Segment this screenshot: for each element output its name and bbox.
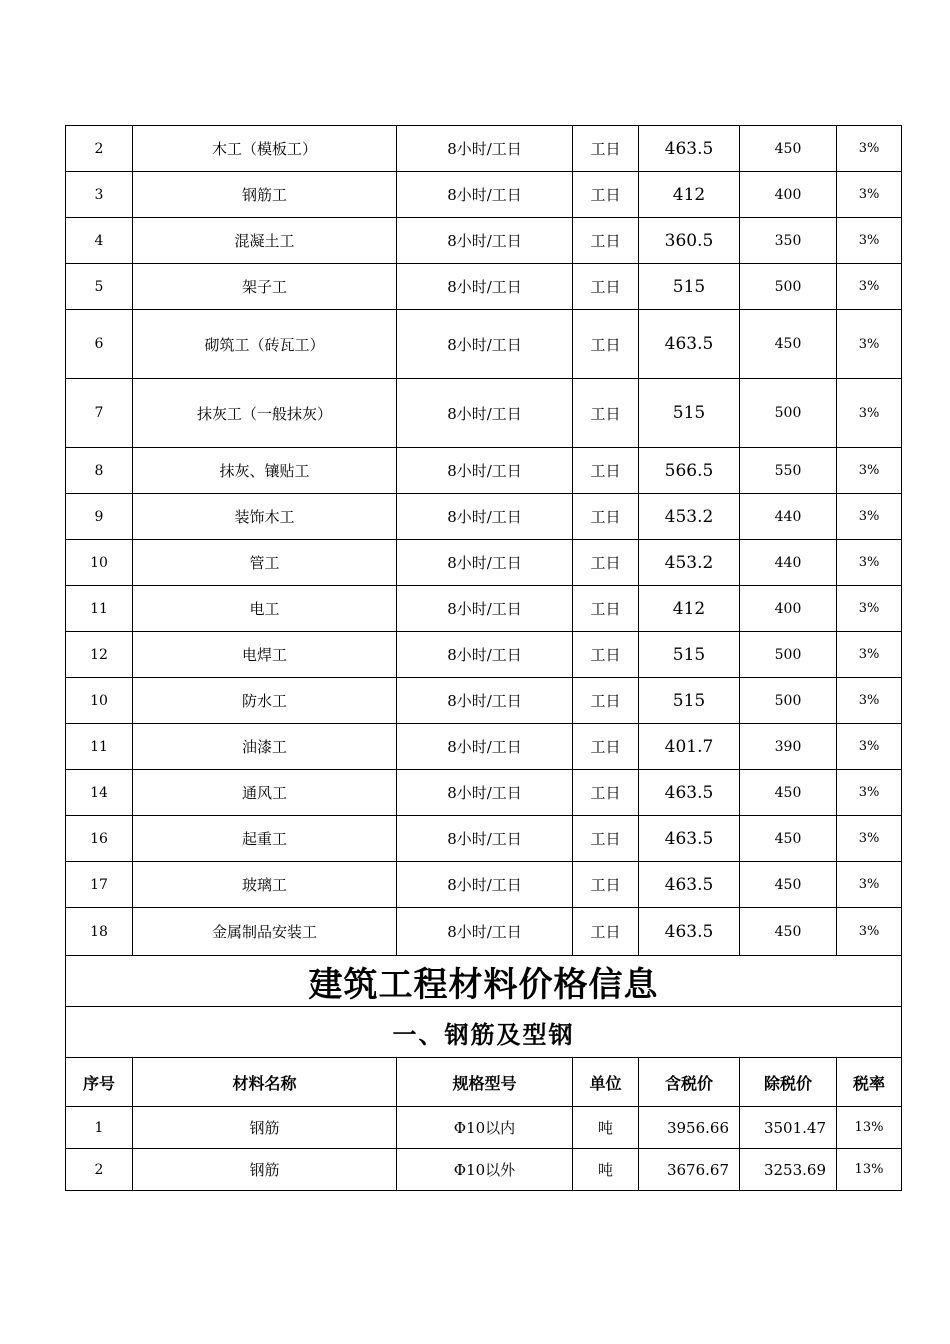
tax-rate: 3% (837, 540, 902, 586)
item-unit: 工日 (573, 494, 639, 540)
material-name: 钢筋 (133, 1107, 397, 1149)
table-row (66, 1107, 902, 1149)
price-incl-tax: 515 (639, 264, 740, 310)
price-excl-tax: 450 (740, 908, 837, 956)
header-tax: 税率 (837, 1058, 902, 1107)
item-spec: 8小时/工日 (397, 770, 573, 816)
header-no: 序号 (66, 1058, 133, 1107)
item-unit: 工日 (573, 172, 639, 218)
price-incl-tax: 453.2 (639, 540, 740, 586)
row-number: 12 (66, 632, 133, 678)
row-number: 14 (66, 770, 133, 816)
price-excl-tax: 500 (740, 264, 837, 310)
price-excl-tax: 450 (740, 770, 837, 816)
tax-rate: 13% (837, 1107, 902, 1149)
item-name: 抹灰、镶贴工 (133, 448, 397, 494)
tax-rate: 3% (837, 816, 902, 862)
table-row (66, 678, 902, 724)
item-unit: 工日 (573, 126, 639, 172)
item-spec: 8小时/工日 (397, 126, 573, 172)
material-unit: 吨 (573, 1149, 639, 1191)
item-unit: 工日 (573, 908, 639, 956)
item-name: 钢筋工 (133, 172, 397, 218)
table-row (66, 862, 902, 908)
material-section (66, 956, 902, 1107)
item-name: 金属制品安装工 (133, 908, 397, 956)
tax-rate: 3% (837, 908, 902, 956)
price-incl-tax: 463.5 (639, 310, 740, 379)
row-number: 8 (66, 448, 133, 494)
row-number: 10 (66, 540, 133, 586)
price-incl-tax: 463.5 (639, 908, 740, 956)
item-spec: 8小时/工日 (397, 379, 573, 448)
row-number: 7 (66, 379, 133, 448)
table-row (66, 310, 902, 379)
item-unit: 工日 (573, 540, 639, 586)
row-number: 2 (66, 1149, 133, 1191)
item-spec: 8小时/工日 (397, 494, 573, 540)
row-number: 3 (66, 172, 133, 218)
table-row (66, 632, 902, 678)
material-rows (66, 1107, 902, 1191)
price-excl-tax: 550 (740, 448, 837, 494)
price-excl-tax: 450 (740, 310, 837, 379)
tax-rate: 3% (837, 724, 902, 770)
price-incl-tax: 412 (639, 172, 740, 218)
header-excl: 除税价 (740, 1058, 837, 1107)
table-row (66, 540, 902, 586)
price-incl-tax: 453.2 (639, 494, 740, 540)
tax-rate: 3% (837, 678, 902, 724)
tax-rate: 3% (837, 770, 902, 816)
item-name: 通风工 (133, 770, 397, 816)
tax-rate: 3% (837, 862, 902, 908)
price-incl-tax: 463.5 (639, 770, 740, 816)
tax-rate: 3% (837, 448, 902, 494)
price-excl-tax: 400 (740, 172, 837, 218)
item-unit: 工日 (573, 218, 639, 264)
tax-rate: 3% (837, 379, 902, 448)
tax-rate: 3% (837, 264, 902, 310)
section-title: 建筑工程材料价格信息 (66, 956, 902, 1007)
tax-rate: 3% (837, 126, 902, 172)
item-spec: 8小时/工日 (397, 310, 573, 379)
tax-rate: 3% (837, 172, 902, 218)
item-unit: 工日 (573, 862, 639, 908)
material-spec: Φ10以外 (397, 1149, 573, 1191)
item-spec: 8小时/工日 (397, 172, 573, 218)
price-excl-tax: 440 (740, 540, 837, 586)
row-number: 10 (66, 678, 133, 724)
price-incl-tax: 401.7 (639, 724, 740, 770)
table-row (66, 586, 902, 632)
item-name: 木工（模板工） (133, 126, 397, 172)
row-number: 5 (66, 264, 133, 310)
item-unit: 工日 (573, 816, 639, 862)
price-excl-tax: 400 (740, 586, 837, 632)
item-spec: 8小时/工日 (397, 632, 573, 678)
table-row (66, 126, 902, 172)
item-unit: 工日 (573, 379, 639, 448)
price-excl-tax: 440 (740, 494, 837, 540)
table-row (66, 264, 902, 310)
material-unit: 吨 (573, 1107, 639, 1149)
item-name: 电工 (133, 586, 397, 632)
table-row (66, 379, 902, 448)
table-row (66, 816, 902, 862)
item-name: 玻璃工 (133, 862, 397, 908)
price-incl-tax: 3676.67 (639, 1149, 740, 1191)
price-excl-tax: 3501.47 (740, 1107, 837, 1149)
item-name: 防水工 (133, 678, 397, 724)
price-excl-tax: 500 (740, 678, 837, 724)
tax-rate: 3% (837, 586, 902, 632)
material-name: 钢筋 (133, 1149, 397, 1191)
price-excl-tax: 450 (740, 862, 837, 908)
item-unit: 工日 (573, 724, 639, 770)
row-number: 16 (66, 816, 133, 862)
item-spec: 8小时/工日 (397, 816, 573, 862)
item-spec: 8小时/工日 (397, 540, 573, 586)
row-number: 1 (66, 1107, 133, 1149)
price-incl-tax: 515 (639, 632, 740, 678)
header-unit: 单位 (573, 1058, 639, 1107)
tax-rate: 3% (837, 218, 902, 264)
item-name: 管工 (133, 540, 397, 586)
table-row (66, 1149, 902, 1191)
row-number: 2 (66, 126, 133, 172)
item-spec: 8小时/工日 (397, 724, 573, 770)
price-excl-tax: 390 (740, 724, 837, 770)
row-number: 11 (66, 586, 133, 632)
item-unit: 工日 (573, 678, 639, 724)
price-excl-tax: 350 (740, 218, 837, 264)
labor-rows (66, 126, 902, 956)
price-incl-tax: 463.5 (639, 126, 740, 172)
item-name: 混凝土工 (133, 218, 397, 264)
item-unit: 工日 (573, 586, 639, 632)
item-name: 抹灰工（一般抹灰） (133, 379, 397, 448)
tax-rate: 3% (837, 310, 902, 379)
price-excl-tax: 450 (740, 816, 837, 862)
material-spec: Φ10以内 (397, 1107, 573, 1149)
item-spec: 8小时/工日 (397, 264, 573, 310)
row-number: 11 (66, 724, 133, 770)
row-number: 4 (66, 218, 133, 264)
price-excl-tax: 500 (740, 379, 837, 448)
item-spec: 8小时/工日 (397, 678, 573, 724)
item-spec: 8小时/工日 (397, 586, 573, 632)
price-document (65, 125, 901, 1191)
price-excl-tax: 500 (740, 632, 837, 678)
item-name: 砌筑工（砖瓦工） (133, 310, 397, 379)
item-name: 电焊工 (133, 632, 397, 678)
tax-rate: 3% (837, 494, 902, 540)
table-row (66, 448, 902, 494)
table-row (66, 724, 902, 770)
price-table (65, 125, 902, 1191)
row-number: 6 (66, 310, 133, 379)
item-name: 油漆工 (133, 724, 397, 770)
item-spec: 8小时/工日 (397, 862, 573, 908)
item-spec: 8小时/工日 (397, 908, 573, 956)
price-incl-tax: 463.5 (639, 816, 740, 862)
header-incl: 含税价 (639, 1058, 740, 1107)
subsection-title: 一、钢筋及型钢 (66, 1007, 902, 1058)
price-incl-tax: 412 (639, 586, 740, 632)
tax-rate: 3% (837, 632, 902, 678)
item-unit: 工日 (573, 264, 639, 310)
header-spec: 规格型号 (397, 1058, 573, 1107)
price-incl-tax: 566.5 (639, 448, 740, 494)
tax-rate: 13% (837, 1149, 902, 1191)
row-number: 17 (66, 862, 133, 908)
table-row (66, 908, 902, 956)
item-unit: 工日 (573, 770, 639, 816)
row-number: 18 (66, 908, 133, 956)
price-incl-tax: 463.5 (639, 862, 740, 908)
price-excl-tax: 450 (740, 126, 837, 172)
price-incl-tax: 515 (639, 678, 740, 724)
item-unit: 工日 (573, 632, 639, 678)
table-row (66, 494, 902, 540)
item-name: 起重工 (133, 816, 397, 862)
price-excl-tax: 3253.69 (740, 1149, 837, 1191)
item-unit: 工日 (573, 310, 639, 379)
header-name: 材料名称 (133, 1058, 397, 1107)
price-incl-tax: 360.5 (639, 218, 740, 264)
item-unit: 工日 (573, 448, 639, 494)
table-row (66, 218, 902, 264)
table-header-row (66, 1058, 902, 1107)
row-number: 9 (66, 494, 133, 540)
table-row (66, 172, 902, 218)
item-name: 架子工 (133, 264, 397, 310)
item-name: 装饰木工 (133, 494, 397, 540)
item-spec: 8小时/工日 (397, 448, 573, 494)
price-incl-tax: 3956.66 (639, 1107, 740, 1149)
table-row (66, 770, 902, 816)
item-spec: 8小时/工日 (397, 218, 573, 264)
price-incl-tax: 515 (639, 379, 740, 448)
